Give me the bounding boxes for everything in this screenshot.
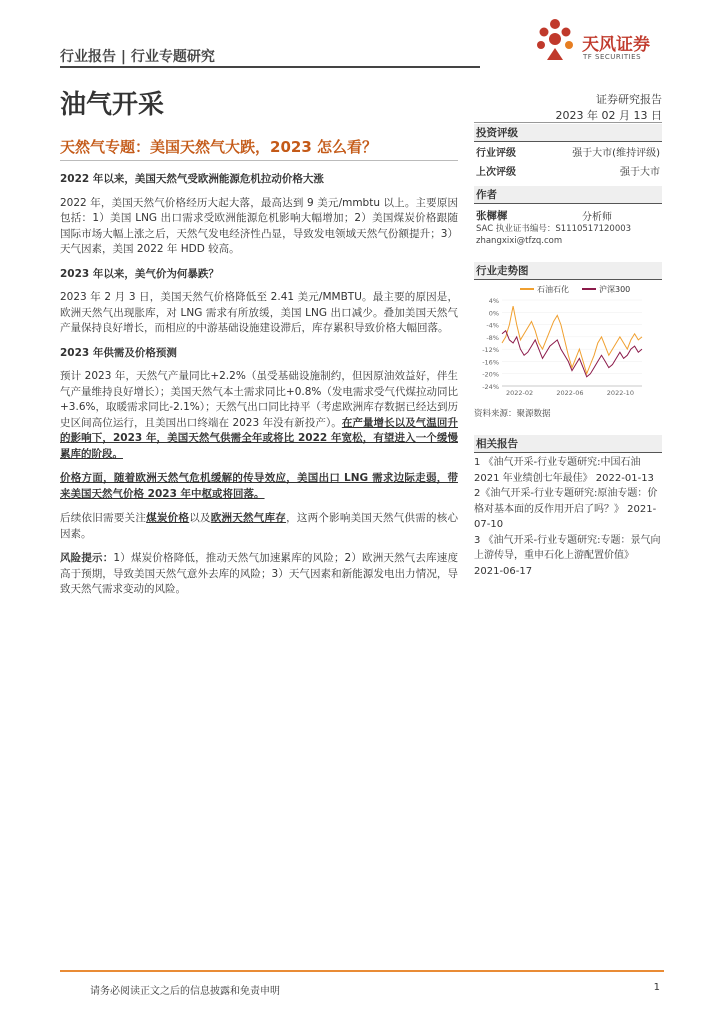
paragraph-text: 预计 2023 年，天然气产量同比+2.2%（虽受基础设施制约，但因原油效益好，伴生气产量维持良好增长）；美国天然气本土需求同比+0.8%（发电需求受气代煤拉动同比+3.6%，取暖需求同比-2.1%）；天然气出口同比持平（考虑欧洲库存数据已经达到历史区间高位运行，且美国出口终端在 2023 年没有新投产）。 [60, 370, 458, 429]
emphasis-text: 欧洲天然气库存 [210, 512, 287, 524]
rating-key: 行业评级 [476, 148, 516, 159]
y-tick-label: 0% [488, 309, 499, 318]
chart-source: 资料来源：聚源数据 [474, 409, 551, 419]
y-axis-ticks [482, 297, 642, 391]
main-body [60, 172, 458, 607]
related-reports [474, 435, 662, 579]
subtitle-divider [60, 160, 458, 161]
rating-value: 强于大市(维持评级) [572, 148, 660, 159]
trend-box [474, 262, 662, 280]
rating-head: 投资评级 [474, 124, 662, 142]
analyst-title: 分析师 [582, 212, 612, 223]
paragraph: 2022 年，美国天然气价格经历大起大落，最高达到 9 美元/mmbtu 以上。主要原因包括：1）美国 LNG 出口需求受欧洲能源危机影响大幅增加；2）美国煤炭价格跟随国际市场大幅上涨之后，天然气发电经济性凸显，导致发电领域天然气份额提升；3）天气因素，美国 2022 年 HDD 较高。 [60, 196, 458, 255]
rating-value: 强于大市 [620, 167, 660, 178]
page-number: 1 [653, 982, 660, 993]
emphasis-text: 在产量增长以及气温回升的影响下，2023 年，美国天然气供需全年或将比 2022 年宽松，有望进入一个缓慢累库的阶段。 [60, 416, 458, 460]
author-row [474, 204, 662, 223]
chart-legend [520, 284, 630, 294]
footer-disclaimer: 请务必阅读正文之后的信息披露和免责申明 [90, 986, 280, 997]
y-tick-label: -24% [482, 383, 499, 391]
header-divider [60, 66, 480, 68]
analyst-name: 张樨樨 [476, 210, 508, 222]
rating-row [474, 161, 662, 180]
logo-name: 天风证券 [582, 35, 650, 55]
y-tick-label: -16% [482, 358, 499, 367]
analyst-sac: SAC 执业证书编号：S1110517120003 [476, 224, 632, 234]
report-category: 行业报告 | 行业专题研究 [60, 49, 215, 65]
author-box [474, 186, 662, 247]
date-divider [474, 122, 662, 123]
logo-english: TF SECURITIES [583, 53, 642, 61]
section-heading: 2022 年以来，美国天然气受欧洲能源危机拉动价格大涨 [60, 173, 324, 185]
text-span: ，这两个影响美国天然气供需的核心因素。 [60, 512, 459, 540]
series-line [502, 331, 642, 377]
trend-head: 行业走势图 [474, 262, 662, 280]
rating-row [474, 142, 662, 161]
rating-box [474, 124, 662, 180]
page-title: 油气开采 [60, 90, 165, 120]
author-head: 作者 [474, 186, 662, 204]
tf-logo-icon [535, 16, 581, 66]
paragraph [60, 511, 458, 542]
y-tick-label: -8% [486, 333, 499, 342]
x-axis-ticks [506, 389, 634, 397]
related-report-item[interactable]: 3 《油气开采-行业专题研究:专题：景气向上游传导，重申石化上游配置价值》 2021-06-17 [474, 534, 661, 577]
paragraph: 2023 年 2 月 3 日，美国天然气价格降低至 2.41 美元/MMBTU。最主要的原因是，欧洲天然气出现胀库，对 LNG 需求有所放缓，美国 LNG 出口减少。叠加美国天然气产量保持良好增长，而相应的中游基础设施建设滞后，库存累积导致价格大幅回落。 [60, 291, 458, 334]
rating-key: 上次评级 [476, 167, 516, 178]
y-tick-label: -4% [486, 321, 499, 330]
section-heading: 2023 年以来，美气价为何暴跌？ [60, 267, 219, 280]
related-head: 相关报告 [474, 435, 662, 453]
report-date: 2023 年 02 月 13 日 [555, 109, 662, 122]
related-report-item[interactable]: 2《油气开采-行业专题研究:原油专题：价格对基本面的反作用开启了吗？》 2021-07-10 [474, 488, 658, 530]
report-type: 证券研究报告 [596, 93, 662, 106]
emphasis-text: 煤炭价格 [146, 512, 190, 524]
y-tick-label: -12% [482, 346, 499, 355]
risk-text: 1）煤炭价格降低，推动天然气加速累库的风险；2）欧洲天然气去库速度高于预期，导致美国天然气意外去库的风险；3）天气因素和新能源发电出力情况，导致天然气需求变动的风险。 [60, 552, 458, 595]
analyst-email[interactable]: zhangxixi@tfzq.com [476, 236, 563, 246]
text-span: 以及 [189, 512, 211, 524]
section-heading: 2023 年供需及价格预测 [60, 346, 177, 359]
x-tick-label: 2022-06 [556, 389, 584, 397]
report-subtitle: 天然气专题：美国天然气大跌，2023 怎么看？ [60, 138, 377, 156]
text-span: 后续依旧需要关注 [60, 512, 147, 524]
x-tick-label: 2022-10 [606, 389, 634, 397]
legend-label: 沪深300 [599, 285, 631, 294]
y-tick-label: -20% [482, 370, 499, 379]
legend-label: 石油石化 [537, 285, 569, 294]
paragraph-emphasis: 价格方面，随着欧洲天然气危机缓解的传导效应，美国出口 LNG 需求边际走弱，带来美国天然气价格 2023 年中枢或将回落。 [60, 472, 458, 500]
paragraph [60, 369, 458, 462]
chart-series [502, 306, 642, 377]
series-line [502, 306, 642, 374]
y-tick-label: 4% [488, 297, 499, 305]
related-report-item[interactable]: 1 《油气开采-行业专题研究:中国石油 2021 年业绩创七年最佳》 2022-01-13 [474, 457, 654, 484]
trend-chart [474, 280, 662, 400]
risk-label: 风险提示： [60, 552, 114, 564]
risk-paragraph [60, 551, 458, 598]
x-tick-label: 2022-02 [506, 389, 534, 397]
footer-divider [60, 970, 664, 972]
